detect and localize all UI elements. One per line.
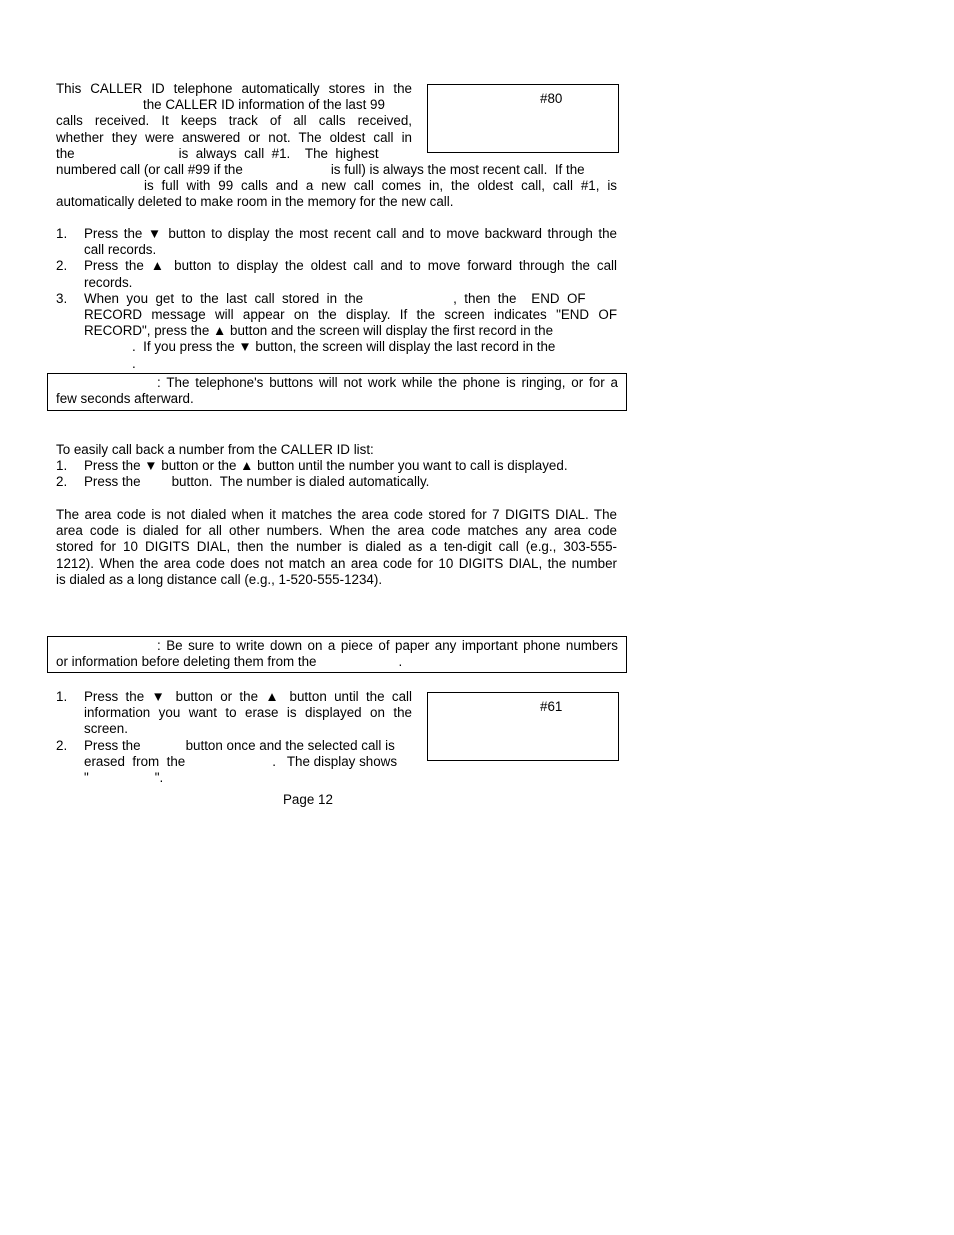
caller-id-display-top (427, 84, 619, 153)
callback-section (56, 442, 617, 491)
step-number: 2. (56, 737, 68, 753)
paragraph-line: area code is dialed for all other numbers. When the area code matches any area code (56, 523, 617, 539)
intro-line: calls received. It keeps track of all calls received, (56, 113, 412, 129)
step-text: erased from the . The display shows (84, 753, 398, 769)
step-text: . (132, 355, 136, 371)
step-text: screen. (84, 721, 128, 737)
step-text: When you get to the last call stored in the , then the END OF (84, 290, 586, 306)
list-item (56, 474, 617, 490)
display-call-number: #80 (540, 91, 563, 106)
note-text: : The telephone's buttons will not work while the phone is ringing, or for a (157, 375, 618, 390)
step-text: Press the ▲ button to display the oldest call and to move forward through the call (84, 258, 617, 274)
step-text: information you want to erase is displayed on the (84, 705, 412, 721)
step-text: Press the button. The number is dialed automatically. (84, 474, 430, 490)
list-item (56, 226, 617, 258)
step-text: RECORD message will appear on the display. If the screen indicates "END OF (84, 306, 617, 322)
step-number: 2. (56, 258, 68, 274)
caller-id-display-bottom (427, 692, 619, 761)
area-code-paragraph (56, 507, 617, 588)
paragraph-line: is dialed as a long distance call (e.g., 1-520-555-1234). (56, 571, 383, 587)
step-text: Press the ▼ button or the ▲ button until the number you want to call is displayed. (84, 458, 568, 474)
erase-steps-list (56, 689, 412, 786)
intro-line: numbered call (or call #99 if the is full) is always the most recent call. If the (56, 162, 585, 177)
intro-paragraph (56, 81, 412, 162)
review-steps-list (56, 226, 617, 372)
note-text: or information before deleting them from the . (56, 654, 403, 670)
step-text: Press the ▼ button or the ▲ button until the call (84, 689, 412, 704)
paragraph-line: The area code is not dialed when it matches the area code stored for 7 DIGITS DIAL. The (56, 507, 617, 522)
step-text: call records. (84, 242, 157, 258)
intro-line: the CALLER ID information of the last 99 (143, 97, 385, 113)
step-number: 3. (56, 290, 68, 306)
intro-line: is full with 99 calls and a new call comes in, the oldest call, call #1, is (144, 178, 617, 194)
list-item (56, 458, 617, 474)
list-item (56, 291, 617, 372)
intro-line: whether they were answered or not. The oldest call in (56, 129, 412, 145)
list-item (56, 258, 617, 290)
step-number: 1. (56, 689, 68, 704)
paragraph-line: 1212). When the area code does not match an area code for 10 DIGITS DIAL, the number (56, 555, 617, 571)
intro-line: automatically deleted to make room in the memory for the new call. (56, 194, 454, 210)
list-item (56, 689, 412, 738)
step-text: RECORD", press the ▲ button and the screen will display the first record in the (84, 323, 554, 339)
note-text: : Be sure to write down on a piece of paper any important phone numbers (157, 638, 618, 653)
note-box-buttons (47, 373, 627, 411)
step-text: Press the ▼ button to display the most recent call and to move backward through the (84, 226, 617, 241)
step-number: 1. (56, 226, 68, 241)
step-number: 2. (56, 474, 68, 490)
step-text: Press the button once and the selected call is (84, 737, 395, 753)
display-call-number: #61 (540, 699, 563, 714)
intro-paragraph-cont (56, 162, 617, 211)
step-text: " ". (84, 769, 164, 785)
list-item (56, 738, 412, 787)
note-box-delete (47, 636, 627, 673)
callback-intro: To easily call back a number from the CALLER ID list: (56, 442, 374, 457)
paragraph-line: stored for 10 DIGITS DIAL, then the number is dialed as a ten-digit call (e.g., 303-555- (56, 539, 617, 555)
step-number: 1. (56, 458, 68, 474)
step-text: . If you press the ▼ button, the screen will display the last record in the (132, 339, 556, 355)
page-number: Page 12 (283, 792, 333, 807)
intro-line: the is always call #1. The highest (56, 145, 379, 161)
note-text: few seconds afterward. (56, 391, 194, 407)
step-text: records. (84, 274, 133, 290)
intro-line: This CALLER ID telephone automatically stores in the (56, 81, 412, 96)
